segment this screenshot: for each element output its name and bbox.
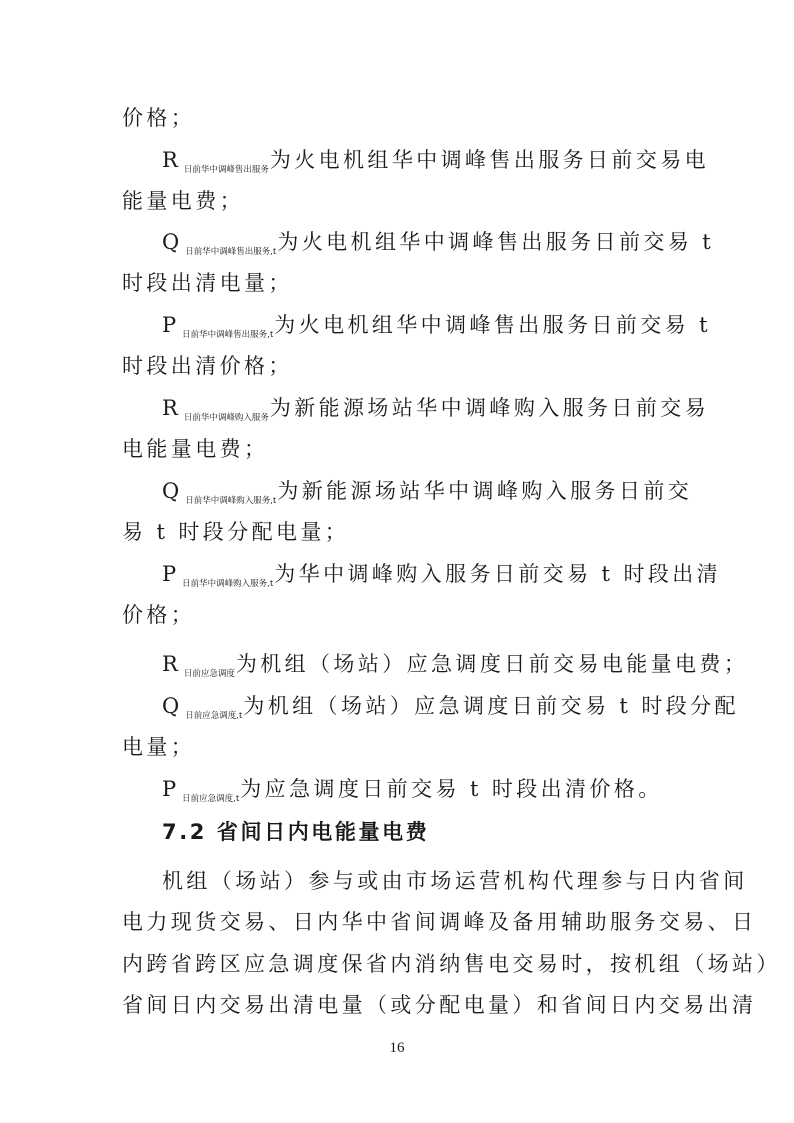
symbol: Q	[162, 694, 180, 718]
symbol: R	[162, 148, 178, 172]
symbol: R	[162, 652, 178, 676]
definition-text: 为华中调峰购入服务日前交易 t 时段出清	[274, 562, 722, 586]
definition-text: 为新能源场站华中调峰购入服务日前交	[277, 479, 693, 503]
page-number: 16	[389, 1040, 405, 1056]
definition-line	[162, 559, 722, 594]
symbol: P	[162, 777, 177, 801]
symbol-subscript: 日前应急调度,t	[185, 711, 243, 721]
symbol: P	[162, 313, 177, 337]
definition-text: 为机组（场站）应急调度日前交易 t 时段分配	[243, 694, 739, 718]
text-line: 能量电费；	[122, 189, 244, 213]
definition-text: 为火电机组华中调峰售出服务日前交易 t	[274, 313, 711, 337]
symbol: P	[162, 562, 177, 586]
paragraph-line: 机组（场站）参与或由市场运营机构代理参与日内省间	[162, 869, 748, 893]
definition-text: 为火电机组华中调峰售出服务日前交易 t	[277, 230, 715, 254]
paragraph-line: 省间日内交易出清电量（或分配电量）和省间日内交易出清	[122, 993, 757, 1017]
symbol-subscript: 日前应急调度	[183, 669, 235, 679]
paragraph-line: 内跨省跨区应急调度保省内消纳售电交易时，按机组（场站）	[122, 952, 781, 976]
definition-text: 为机组（场站）应急调度日前交易电能量电费；	[235, 652, 749, 676]
symbol: R	[162, 396, 178, 420]
definition-line	[162, 649, 749, 684]
text-line: 价格；	[122, 603, 196, 627]
symbol-subscript: 日前华中调峰售出服务	[183, 165, 269, 175]
text-line: 时段出清电量；	[122, 271, 293, 295]
definition-line	[162, 145, 710, 180]
definition-text: 为应急调度日前交易 t 时段出清价格。	[240, 777, 663, 801]
text-line: 时段出清价格；	[122, 354, 293, 378]
definition-line	[162, 310, 711, 345]
symbol-subscript: 日前华中调峰售出服务,t	[185, 247, 277, 257]
symbol-subscript: 日前华中调峰购入服务,t	[185, 496, 277, 506]
symbol-subscript: 日前华中调峰购入服务	[183, 413, 269, 423]
symbol-subscript: 日前华中调峰购入服务,t	[182, 579, 274, 589]
section-heading: 7.2 省间日内电能量电费	[162, 820, 430, 844]
symbol-subscript: 日前应急调度,t	[182, 794, 240, 804]
symbol-subscript: 日前华中调峰售出服务,t	[182, 330, 274, 340]
symbol: Q	[162, 230, 180, 254]
definition-line	[162, 227, 715, 262]
text-line: 电能量电费；	[122, 437, 269, 461]
text-line: 易 t 时段分配电量；	[122, 520, 350, 544]
definition-line	[162, 691, 739, 726]
definition-text: 为火电机组华中调峰售出服务日前交易电	[269, 148, 710, 172]
definition-text: 为新能源场站华中调峰购入服务日前交易	[269, 396, 710, 420]
text-line: 电量；	[122, 735, 196, 759]
symbol: Q	[162, 479, 180, 503]
definition-line	[162, 774, 674, 809]
paragraph-line: 电力现货交易、日内华中省间调峰及备用辅助服务交易、日	[122, 910, 757, 934]
text-line: 价格；	[122, 106, 196, 130]
definition-line	[162, 393, 710, 428]
definition-line	[162, 476, 693, 511]
